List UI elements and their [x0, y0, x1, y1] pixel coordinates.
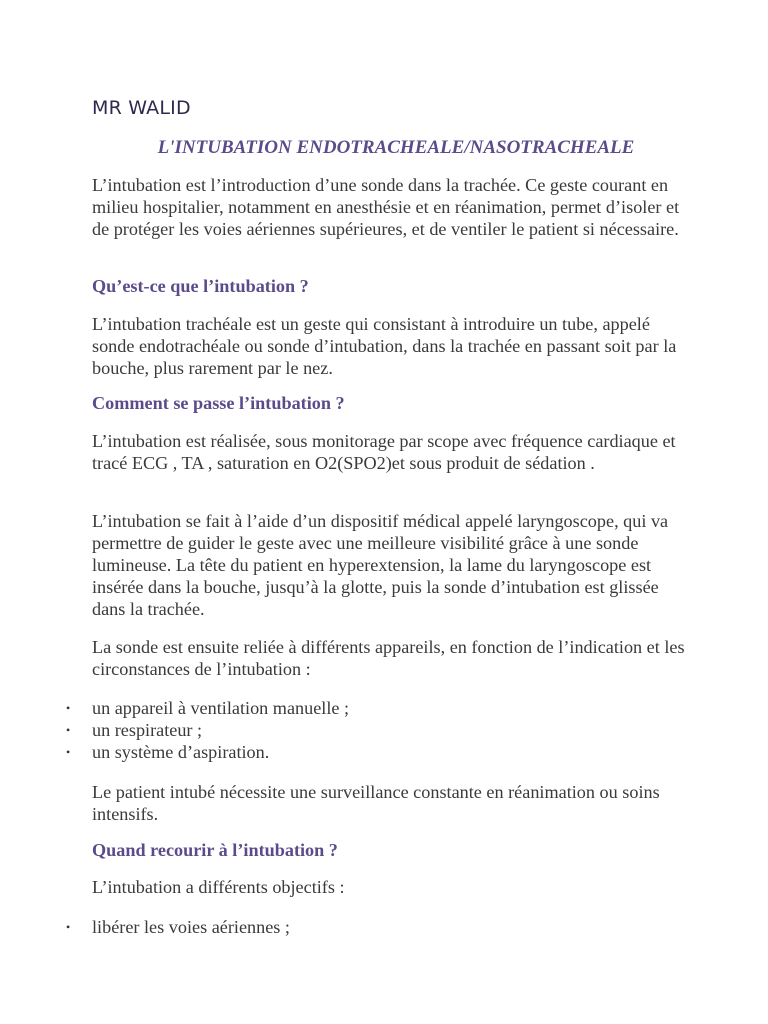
- section-how-paragraph-2: L’intubation se fait à l’aide d’un dispositif médical appelé laryngoscope, qui va permettre de guider le geste avec une meilleure visibilité grâce à une sonde lumineuse. La tête du patient en hyperextension, la lame du laryngoscope est insérée dans la bouche, jusqu’à la glotte, puis la sonde d’intubation est glissée dans la trachée.: [92, 511, 669, 619]
- list-item-text: un respirateur ;: [92, 720, 203, 740]
- bullet-icon: •: [66, 920, 71, 934]
- list-item: [0, 916, 768, 938]
- section-what-paragraph: L’intubation trachéale est un geste qui consistant à introduire un tube, appelé sonde endotrachéale ou sonde d’intubation, dans la trachée en passant soit par la bouche, plus rarement par le nez.: [92, 314, 677, 378]
- list-item: [0, 697, 768, 719]
- intro-paragraph: L’intubation est l’introduction d’une sonde dans la trachée. Ce geste courant en milieu hospitalier, notamment en anesthésie et en réanimation, permet d’isoler et de protéger les voies aériennes supérieures, et de ventiler le patient si nécessaire.: [92, 175, 680, 239]
- list-item: [0, 741, 768, 763]
- section-heading-what: Qu’est-ce que l’intubation ?: [92, 276, 309, 296]
- list-item-text: un système d’aspiration.: [92, 742, 270, 762]
- section-how-paragraph-4: Le patient intubé nécessite une surveillance constante en réanimation ou soins intensifs.: [92, 782, 660, 824]
- document-title: L'INTUBATION ENDOTRACHEALE/NASOTRACHEALE: [157, 137, 635, 158]
- section-how-paragraph-3: La sonde est ensuite reliée à différents appareils, en fonction de l’indication et les circonstances de l’intubation :: [92, 637, 685, 679]
- section-when-paragraph: L’intubation a différents objectifs :: [92, 877, 345, 897]
- bullet-icon: •: [66, 723, 71, 737]
- objectives-bullet-list: [0, 916, 768, 938]
- bullet-icon: •: [66, 745, 71, 759]
- section-heading-how: Comment se passe l’intubation ?: [92, 393, 345, 413]
- section-how-paragraph-1: L’intubation est réalisée, sous monitorage par scope avec fréquence cardiaque et tracé ECG , TA , saturation en O2(SPO2)et sous produit de sédation .: [92, 431, 676, 473]
- list-item-text: un appareil à ventilation manuelle ;: [92, 698, 350, 718]
- bullet-icon: •: [66, 701, 71, 715]
- section-heading-when: Quand recourir à l’intubation ?: [92, 840, 338, 860]
- author-name: MR WALID: [92, 97, 191, 119]
- list-item: [0, 719, 768, 741]
- equipment-bullet-list: [0, 697, 768, 763]
- list-item-text: libérer les voies aériennes ;: [92, 917, 290, 937]
